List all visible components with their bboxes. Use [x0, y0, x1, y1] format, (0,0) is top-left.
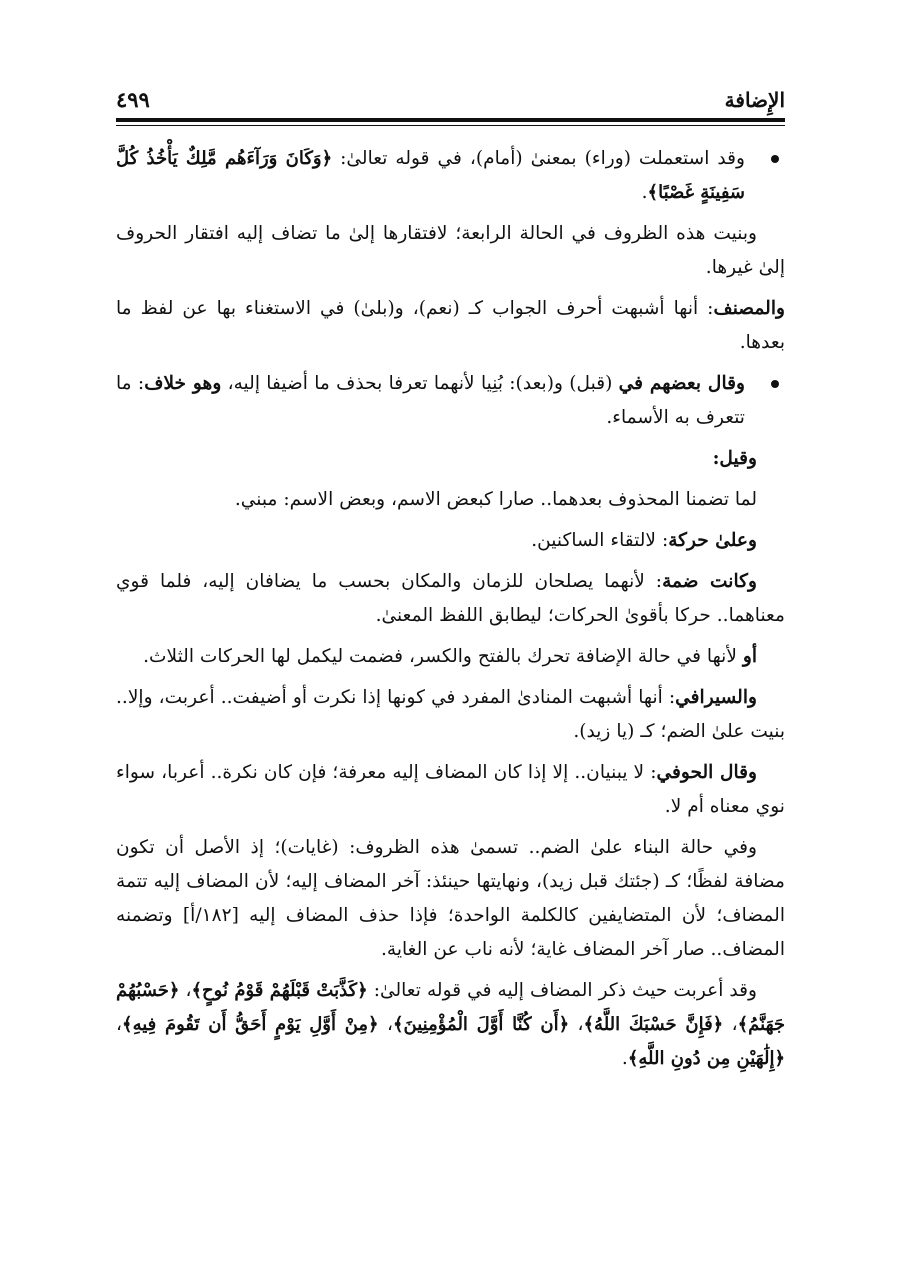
paragraph-text: لأنها في حالة الإضافة تحرك بالفتح والكسر، فضمت ليكمل لها الحركات الثلاث.: [143, 646, 743, 667]
paragraph-5: [116, 442, 785, 476]
paragraph-8: [116, 565, 785, 633]
header-rule-thin: [116, 125, 785, 126]
paragraph-text: : لالتقاء الساكنين.: [531, 530, 669, 551]
quran-quote-2: ﴿حَسْبُهُمْ جَهَنَّمُ﴾: [116, 980, 785, 1035]
paragraph-3: [116, 292, 785, 360]
paragraph-9: [116, 640, 785, 674]
paragraph-text: (قبل) و(بعد): بُنِيا لأنهما تعرفا بحذف ما أضيفا إليه،: [221, 373, 619, 394]
paragraph-2: وبنيت هذه الظروف في الحالة الرابعة؛ لافتقارها إلىٰ ما تضاف إليه افتقار الحروف إلىٰ غيرها.: [116, 223, 785, 278]
paragraph-13: [116, 974, 785, 1076]
paragraph-text: : لأنهما يصلحان للزمان والمكان بحسب ما يضافان إليه، فلما قوي معناهما.. حركا بأقوىٰ الحركات؛ ليطابق اللفظ المعنىٰ.: [116, 571, 785, 626]
paragraph-lead: وقال بعضهم في: [618, 373, 745, 394]
paragraph-text: : لا يبنيان.. إلا إذا كان المضاف إليه معرفة؛ فإن كان نكرة.. أعربا، سواء نوي معناه أم لا.: [116, 762, 785, 817]
paragraph-text: وقد أعربت حيث ذكر المضاف إليه في قوله تعالىٰ:: [367, 980, 758, 1001]
bullet-icon: [771, 380, 779, 388]
paragraph-7: [116, 524, 785, 558]
punctuation: .: [621, 1048, 628, 1069]
paragraph-lead: والسيرافي: [675, 687, 757, 708]
paragraph-text: : أنها أشبهت المنادىٰ المفرد في كونها إذا نكرت أو أضيفت.. أعربت، وإلا.. بنيت علىٰ الضم؛ كـ (يا زيد).: [116, 687, 785, 742]
paragraph-lead: وعلىٰ حركة: [668, 530, 757, 551]
quran-quote-1: ﴿كَذَّبَتْ قَبْلَهُمْ قَوْمُ نُوحٍ﴾: [191, 980, 368, 1001]
paragraph-lead: وكانت ضمة: [662, 571, 757, 592]
paragraph-1: [116, 142, 785, 210]
paragraph-11: [116, 756, 785, 824]
separator: ،: [116, 1014, 123, 1035]
quran-quote: ﴿وَكَانَ وَرَآءَهُم مَّلِكٌ يَأْخُذُ كُلَّ سَفِينَةٍ غَصْبًا﴾: [116, 148, 745, 203]
paragraph-text-2: : ما تتعرف به الأسماء.: [116, 373, 745, 428]
separator: ،: [378, 1014, 393, 1035]
paragraph-lead: أو: [742, 646, 757, 667]
separator: ،: [569, 1014, 584, 1035]
paragraph-text: : أنها أشبهت أحرف الجواب كـ (نعم)، و(بلىٰ) في الاستغناء بها عن لفظ ما بعدها.: [116, 298, 785, 353]
quran-quote-6: ﴿إِلَٰهَيْنِ مِن دُونِ اللَّهِ﴾: [627, 1048, 785, 1069]
page: [116, 78, 785, 1083]
page-body: [116, 142, 785, 1076]
paragraph-10: [116, 681, 785, 749]
paragraph-lead: وقيل:: [712, 448, 757, 469]
paragraph-12: وفي حالة البناء علىٰ الضم.. تسمىٰ هذه الظروف: (غايات)؛ إذ الأصل أن تكون مضافة لفظًا؛ كـ (جئتك قبل زيد)، ونهايتها حينئذ: آخر المضاف إليه؛ لأن المضاف إليه تتمة المضاف؛ لأن المتضايفين كالكلمة الواحدة؛ فإذا حذف المضاف إليه [١٨٢/أ] وتضمنه المضاف.. صار آخر المضاف غاية؛ لأنه ناب عن الغاية.: [116, 837, 786, 960]
bullet-icon: [771, 155, 779, 163]
paragraph-6: لما تضمنا المحذوف بعدهما.. صارا كبعض الاسم، وبعض الاسم: مبني.: [234, 489, 757, 510]
paragraph-lead: وقال الحوفي: [656, 762, 757, 783]
quran-quote-5: ﴿مِنْ أَوَّلِ يَوْمٍ أَحَقُّ أَن تَقُومَ فِيهِ﴾: [122, 1014, 379, 1035]
quran-quote-3: ﴿فَإِنَّ حَسْبَكَ اللَّهُ﴾: [583, 1014, 724, 1035]
header-rule-thick: [116, 118, 785, 122]
separator: ،: [723, 1014, 738, 1035]
quran-quote-4: ﴿أَن كُنَّا أَوَّلَ الْمُؤْمِنِينَ﴾: [392, 1014, 570, 1035]
paragraph-lead: والمصنف: [713, 298, 785, 319]
paragraph-text: وقد استعملت (وراء) بمعنىٰ (أمام)، في قوله تعالىٰ:: [332, 148, 745, 169]
page-number: ٤٩٩: [116, 87, 150, 112]
punctuation: .: [641, 182, 648, 203]
chapter-title: الإِضافة: [724, 88, 785, 112]
paragraph-4: [116, 367, 785, 435]
running-header: [116, 78, 785, 112]
separator: ،: [179, 980, 192, 1001]
paragraph-lead-2: وهو خلاف: [144, 373, 222, 394]
